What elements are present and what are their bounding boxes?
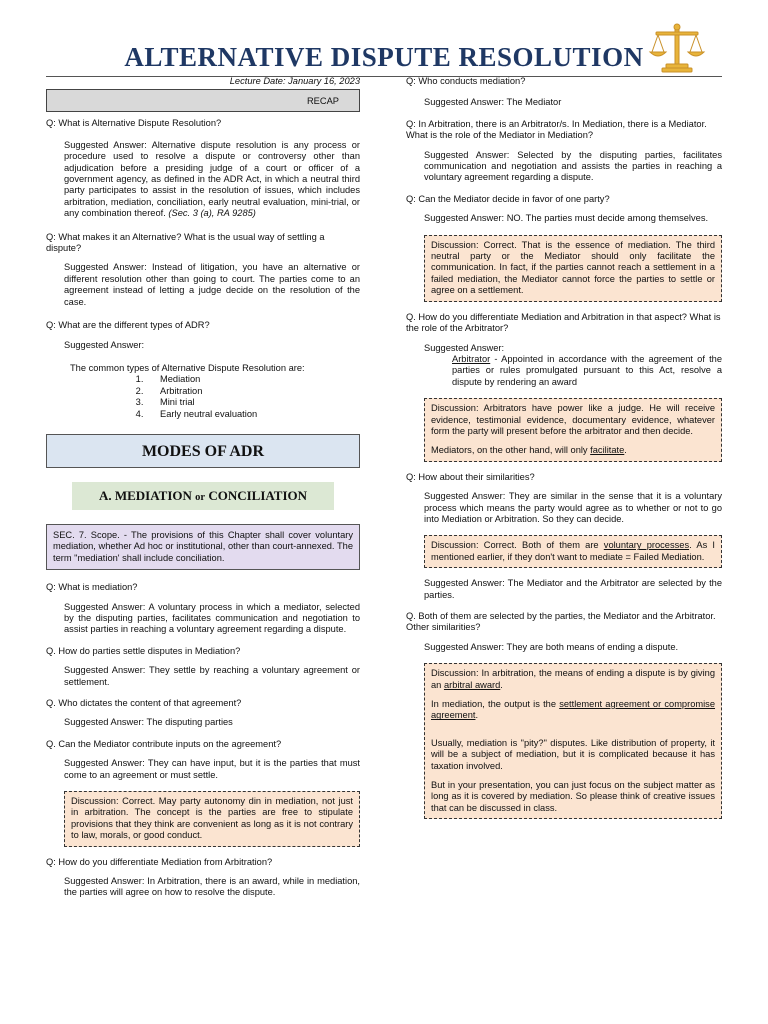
types-list: [64, 363, 360, 420]
heading-or: or: [195, 491, 206, 503]
answer-settle: Suggested Answer: They settle by reaching a voluntary agreement or settlement.: [64, 665, 360, 687]
discussion-text: Discussion: Correct. May party autonomy din in mediation, not just in arbitration. The concept is the parties are free to stipulate provisions that they think are convenient as long as it is not contrary to law, morals, or good conduct.: [71, 796, 353, 841]
discussion-text: Usually, mediation is "pity?" disputes. Like distribution of property, it will be a subject of mediation, but it is complicated because it has taxation involved.: [431, 737, 715, 771]
scales-of-justice-icon: [648, 22, 706, 74]
discussion-box: [64, 791, 360, 847]
question-similarities: Q: How about their similarities?: [406, 471, 535, 482]
text-part: .: [475, 710, 479, 721]
answer-decide: Suggested Answer: NO. The parties must decide among themselves.: [424, 213, 709, 224]
answer-differentiate: Suggested Answer: In Arbitration, there is an award, while in mediation, the parties will agree on how to resolve the dispute.: [64, 876, 360, 898]
question-differentiate: Q: How do you differentiate Mediation from Arbitration?: [46, 856, 273, 867]
question-what-is-mediation: Q: What is mediation?: [46, 582, 138, 593]
text-underlined: facilitate: [590, 445, 625, 456]
text-part: .: [500, 679, 503, 690]
question-types: Q: What are the different types of ADR?: [46, 320, 210, 331]
left-column: [46, 76, 360, 899]
list-item: 1. Mediation: [146, 374, 360, 385]
question-decide: Q: Can the Mediator decide in favor of one party?: [406, 193, 610, 204]
question-role-mediator: Q: In Arbitration, there is an Arbitrator/s. In Mediation, there is a Mediator. What is the role of the Mediator in Mediation?: [406, 118, 707, 141]
answer-role-arbitrator: Suggested Answer:: [424, 342, 505, 353]
list-item: 4. Early neutral evaluation: [146, 409, 360, 420]
page-title: ALTERNATIVE DISPUTE RESOLUTION: [124, 42, 644, 72]
answer-other-similarities: Suggested Answer: They are both means of ending a dispute.: [424, 641, 679, 652]
answer-role-mediator: Suggested Answer: Selected by the disputing parties, facilitates communication and negotiation and assists the parties in reaching a voluntary agreement regarding a dispute.: [424, 149, 722, 183]
answer-what-is-adr: [64, 140, 360, 220]
text-part: . As I mentioned earlier, if they don't want to mediate = Failed Mediation.: [431, 540, 715, 562]
citation: (Sec. 3 (a), RA 9285): [168, 208, 256, 219]
text-part: In mediation, the output is the: [431, 699, 560, 710]
discussion-box: [424, 235, 722, 302]
answer-text: Suggested Answer: Alternative dispute resolution is any process or procedure used to resolve a dispute or controversy other than adjudication before a presiding judge of a court or officer of a government agency, as defined in the ADR Act, in which a neutral third party participates to assist in the resolution of issues, which includes arbitration, mediation, conciliation, early neutral evaluation, mini-trial, or any combination thereof.: [64, 139, 360, 219]
text-part: .: [624, 445, 627, 456]
sec7-box: SEC. 7. Scope. - The provisions of this Chapter shall cover voluntary mediation, whether Ad hoc or institutional, other than court-annexed. The term "mediation' shall include conciliation.: [46, 524, 360, 570]
question-role-arbitrator: Q. How do you differentiate Mediation and Arbitration in that aspect? What is the role of the Arbitrator?: [406, 311, 721, 334]
right-column: [406, 76, 722, 819]
discussion-text: [431, 445, 715, 456]
text-part: Discussion: In arbitration, the means of ending a dispute is by giving an: [431, 668, 715, 690]
discussion-text: [431, 540, 715, 563]
answer-selected: Suggested Answer: The Mediator and the Arbitrator are selected by the parties.: [424, 578, 722, 600]
discussion-text: [431, 699, 715, 722]
question-who-conducts: Q: Who conducts mediation?: [406, 76, 526, 86]
answer-alternative: Suggested Answer: Instead of litigation, you have an alternative or different resolution other than going to court. The parties come to an agreement instead of letting a judge decide on the resolution of the case.: [64, 262, 360, 307]
list-item: 2. Arbitration: [146, 386, 360, 397]
recap-banner: RECAP: [46, 89, 360, 112]
discussion-text: But in your presentation, you can just focus on the subject matter as long as it is covered by mediation. So please think of creative issues that can be discussed in class.: [431, 780, 715, 813]
discussion-box: [424, 663, 722, 819]
list-item: 3. Mini trial: [146, 397, 360, 408]
mediation-heading: [72, 482, 334, 510]
arbitrator-term: Arbitrator: [452, 353, 491, 364]
text-underlined: settlement agreement or compromise agreement: [431, 699, 716, 721]
arbitrator-definition: [452, 354, 722, 388]
answer-similarities: Suggested Answer: They are similar in the sense that it is a voluntary process which means the party would agree as to whether or not to go into Mediation or Arbitration. So they can decide.: [424, 491, 722, 524]
answer-types: Suggested Answer:: [64, 339, 145, 350]
types-intro: The common types of Alternative Dispute Resolution are:: [70, 362, 305, 373]
answer-dictates: Suggested Answer: The disputing parties: [64, 717, 233, 728]
question-dictates: Q. Who dictates the content of that agreement?: [46, 698, 242, 708]
heading-part: A. MEDIATION: [98, 487, 192, 503]
answer-who-conducts: Suggested Answer: The Mediator: [424, 97, 562, 108]
discussion-box: [424, 535, 722, 568]
lecture-date: Lecture Date: January 16, 2023: [229, 76, 360, 86]
answer-what-is-mediation: Suggested Answer: A voluntary process in which a mediator, selected by the disputing parties, facilitates communication and negotiation to assist parties in reaching a voluntary agreement regarding a dispute.: [64, 601, 360, 635]
discussion-text: Discussion: Correct. That is the essence of mediation. The third neutral party or the Mediator should only facilitate the communication. In fact, if the parties cannot reach a settlement in a failed mediation, the Mediator cannot force the parties to settle or agree on a settlement.: [431, 239, 715, 296]
text-underlined: arbitral award: [443, 679, 501, 690]
discussion-box: [424, 398, 722, 462]
text-part: Mediators, on the other hand, will only: [431, 445, 591, 456]
text-underlined: voluntary processes: [603, 540, 690, 551]
question-alternative: Q: What makes it an Alternative? What is the usual way of settling a dispute?: [46, 231, 325, 254]
text-part: Discussion: Correct. Both of them are: [431, 540, 604, 551]
discussion-text: Discussion: Arbitrators have power like a judge. He will receive evidence, testimonial evidence, documentary evidence, whatever form the party will present before the arbitrator and then decide.: [431, 403, 715, 436]
question-inputs: Q. Can the Mediator contribute inputs on the agreement?: [46, 738, 282, 749]
arbitrator-def-text: - Appointed in accordance with the agreement of the parties or rules promulgated pursuant to this Act, resolve a dispute by rendering an award: [452, 353, 722, 387]
question-what-is-adr: Q: What is Alternative Dispute Resolution?: [46, 118, 222, 129]
modes-heading: MODES OF ADR: [46, 434, 360, 468]
heading-part: CONCILIATION: [208, 487, 308, 503]
discussion-text: [431, 668, 715, 691]
question-settle: Q. How do parties settle disputes in Mediation?: [46, 645, 241, 656]
answer-inputs: Suggested Answer: They can have input, but it is the parties that must come to an agreement or must settle.: [64, 758, 360, 780]
question-other-similarities: Q. Both of them are selected by the parties, the Mediator and the Arbitrator. Other similarities?: [406, 611, 716, 633]
